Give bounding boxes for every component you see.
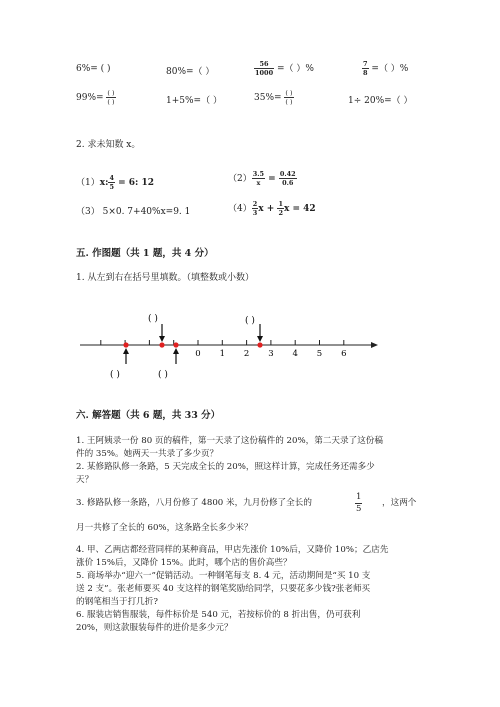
number-line-label: 2: [243, 349, 250, 359]
problem-4-line-1: 4. 甲、乙两店都经营同样的某种商品，甲店先涨价 10%后，又降价 10%；乙店先: [76, 545, 389, 555]
conversion-4: $\frac{7}{8}$ =（ ）%: [363, 60, 409, 77]
number-line-labels: [195, 349, 346, 359]
conversion-1: 6%= ( ): [76, 64, 111, 74]
problem-6-line-2: 20%，则这款服装每件的进价是多少元？: [76, 623, 233, 633]
down-arrow-icon: [159, 324, 165, 342]
problem-3-line-1a: 3. 修路队修一条路，八月份修了 4800 米，九月份修了全长的: [76, 498, 312, 508]
problem-3-line-2: 月一共修了全长的 60%，这条路全长多少米？: [76, 523, 253, 533]
number-line-label: 3: [268, 349, 274, 359]
number-line-label: 4: [292, 349, 298, 359]
fraction: $\frac{( )}{( )}$: [285, 89, 293, 106]
conversion-5: 99%= $\frac{( )}{( )}$: [76, 89, 115, 106]
answer-bracket: ( ): [158, 370, 168, 380]
problem-1-line-1: 1. 王阿姨录一份 80 页的稿件，第一天录了这份稿件的 20%，第二天录了这份稿: [76, 436, 383, 446]
problem-3-fraction: $\frac{1}{5}$: [356, 492, 362, 514]
problem-5-line-2: 送 2 支”。张老师要买 40 支这样的钢笔奖励给同学，只要花多少钱?张老师买: [76, 584, 371, 594]
number-line-ticks: [101, 340, 344, 345]
conversion-3: $\frac{56}{1000}$ =（ ）%: [255, 60, 314, 77]
fraction: $\frac{( )}{( )}$: [107, 89, 115, 106]
fraction: $\frac{1}{2}$: [278, 200, 283, 217]
red-point: [257, 342, 262, 347]
problem-1-line-2: 件的 35%。她两天一共录了多少页？: [76, 449, 219, 459]
equation-1: （1）x: $\frac{4}{5}$ = 6: 12: [76, 174, 155, 191]
section-5-question-1: 1. 从左到右在括号里填数。（填整数或小数）: [76, 273, 254, 283]
problem-3-line-1b: ，这两个: [382, 498, 417, 508]
problem-6-line-1: 6. 服装店销售服装，每件标价是 540 元，若按标价的 8 折出售，仍可获利: [76, 610, 361, 620]
number-line-label: 5: [316, 349, 323, 359]
up-arrow-icon: [123, 348, 129, 364]
problem-2-line-1: 2. 某修路队修一条路，5 天完成全长的 20%，照这样计算，完成任务还需多少: [76, 462, 375, 472]
answer-bracket: ( ): [245, 316, 255, 326]
down-arrow-icon: [257, 324, 263, 342]
conversion-8: 1÷ 20%=（ ）: [348, 96, 413, 106]
equation-3: （3） 5×0. 7+40%x=9. 1: [76, 207, 191, 217]
conversion-2: 80%=（ ）: [166, 67, 215, 77]
fraction: $\frac{56}{1000}$: [255, 60, 274, 77]
answer-bracket: ( ): [110, 370, 120, 380]
number-line-label: 6: [341, 349, 347, 359]
up-arrow-icon: [173, 348, 179, 364]
answer-bracket: ( ): [148, 314, 158, 324]
question-2-title: 2. 求未知数 x。: [76, 140, 141, 150]
problem-5-line-1: 5. 商场举办“迎六一”促销活动。一种钢笔每支 8. 4 元，活动期间是“买 10 支: [76, 571, 371, 581]
section-5-title: 五. 作图题（共 1 题，共 4 分）: [76, 248, 214, 259]
conversion-7: 35%= $\frac{( )}{( )}$: [254, 89, 293, 106]
red-point: [173, 342, 178, 347]
equation-4: （4） $\frac{2}{3}$ x + $\frac{1}{2}$ x = 42: [228, 200, 316, 217]
fraction: $\frac{2}{3}$: [252, 200, 258, 217]
equation-2: （2） $\frac{3.5}{x}$ = $\frac{0.42}{0.6}$: [228, 170, 296, 187]
number-line-figure: [0, 300, 500, 390]
fraction: $\frac{4}{5}$: [109, 174, 114, 191]
conversion-6: 1+5%=（ ）: [166, 96, 222, 106]
fraction: $\frac{7}{8}$: [363, 60, 368, 77]
fraction: $\frac{3.5}{x}$: [252, 170, 265, 187]
number-line-label: 0: [195, 349, 201, 359]
problem-4-line-2: 涨价 15%后，又降价 15%。此时，哪个店的售价高些？: [76, 558, 292, 568]
section-6-title: 六. 解答题（共 6 题，共 33 分）: [76, 410, 221, 421]
number-line-arrowhead: [371, 342, 378, 348]
fraction: $\frac{0.42}{0.6}$: [279, 170, 296, 187]
number-line-label: 1: [219, 349, 226, 359]
red-point: [123, 342, 128, 347]
problem-2-line-2: 天？: [76, 475, 94, 485]
red-point: [159, 342, 164, 347]
problem-5-line-3: 的钢笔相当于打几折?: [76, 597, 158, 607]
